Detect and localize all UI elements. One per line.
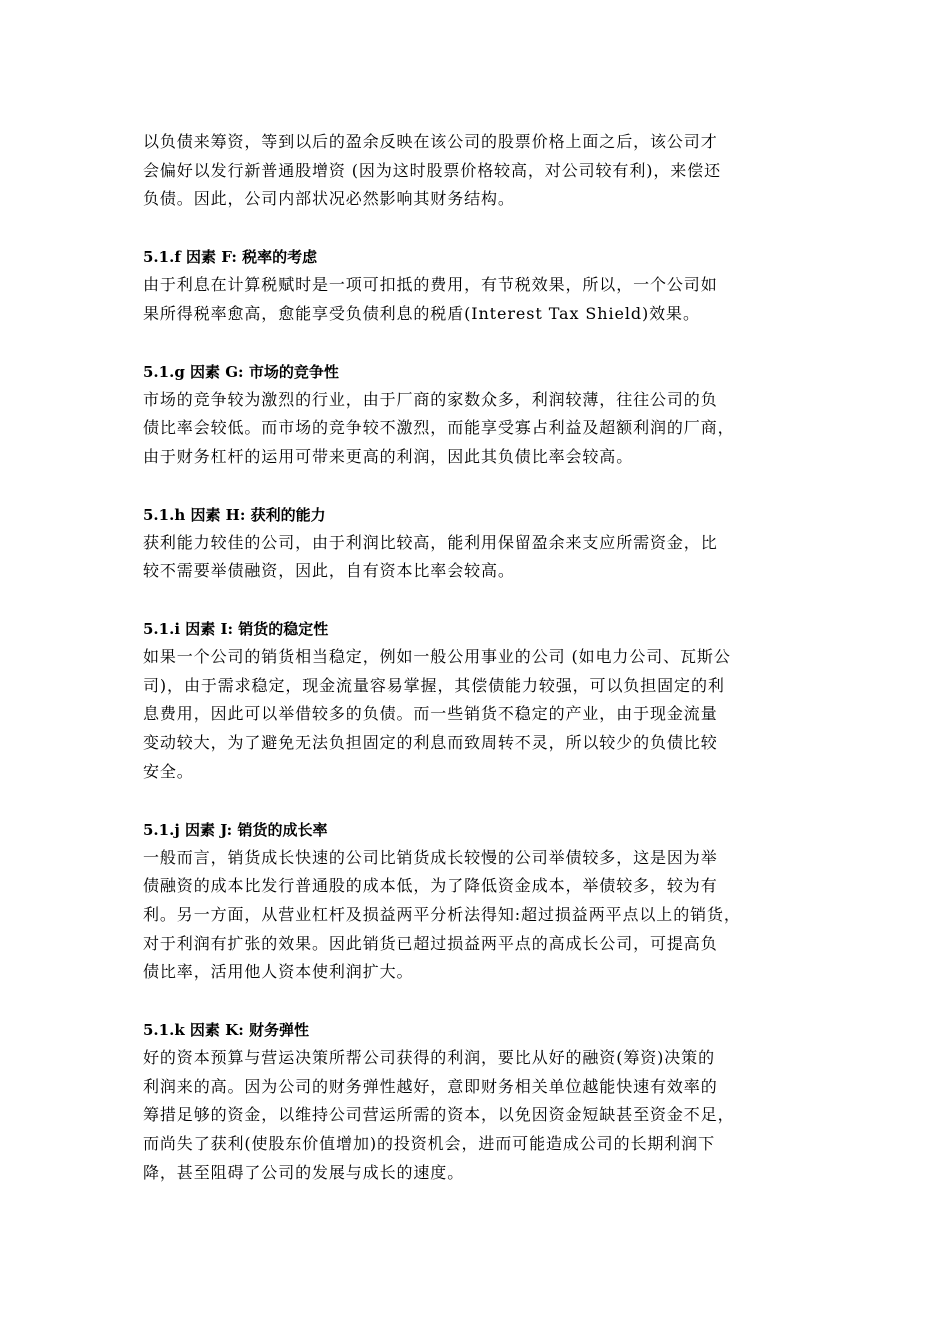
section-heading: 5.1.h 因素 H: 获利的能力	[143, 505, 326, 524]
text-line: 果所得税率愈高，愈能享受负债利息的税盾(Interest Tax Shield)效果。	[143, 303, 700, 323]
section-h	[143, 501, 815, 586]
text-line: 由于财务杠杆的运用可带来更高的利润，因此其负债比率会较高。	[143, 446, 634, 466]
text-line: 债比率会较低。而市场的竞争较不激烈，而能享受寡占利益及超额利润的厂商，	[143, 418, 735, 438]
text-line: 一般而言，销货成长快速的公司比销货成长较慢的公司举债较多，这是因为举	[143, 847, 718, 867]
text-line: 以负债来筹资，等到以后的盈余反映在该公司的股票价格上面之后，该公司才	[143, 132, 718, 151]
section-paragraph	[143, 1044, 815, 1188]
text-line: 变动较大，为了避免无法负担固定的利息而致周转不灵，所以较少的负债比较	[143, 733, 718, 753]
text-line: 利。另一方面，从营业杠杆及损益两平分析法得知:超过损益两平点以上的销货，	[143, 904, 741, 924]
intro-paragraph	[143, 128, 815, 214]
text-line: 安全。	[143, 761, 194, 781]
text-line: 对于利润有扩张的效果。因此销货已超过损益两平点的高成长公司，可提高负	[143, 933, 718, 953]
section-paragraph	[143, 643, 815, 787]
text-line: 较不需要举债融资，因此，自有资本比率会较高。	[143, 561, 515, 581]
text-line: 息费用，因此可以举借较多的负债。而一些销货不稳定的产业，由于现金流量	[143, 704, 718, 724]
text-line: 会偏好以发行新普通股增资 (因为这时股票价格较高，对公司较有利)，来偿还	[143, 160, 721, 180]
section-heading: 5.1.g 因素 G: 市场的竞争性	[143, 362, 339, 381]
section-paragraph	[143, 844, 815, 988]
section-heading: 5.1.k 因素 K: 财务弹性	[143, 1021, 309, 1040]
text-line: 好的资本预算与营运决策所帮公司获得的利润，要比从好的融资(筹资)决策的	[143, 1048, 715, 1068]
section-heading: 5.1.f 因素 F: 税率的考虑	[143, 248, 318, 267]
text-line: 债融资的成本比发行普通股的成本低，为了降低资金成本，举债较多，较为有	[143, 876, 718, 896]
document-page	[143, 128, 815, 1188]
text-line: 降，甚至阻碍了公司的发展与成长的速度。	[143, 1162, 465, 1182]
section-heading: 5.1.j 因素 J: 销货的成长率	[143, 820, 328, 839]
section-paragraph	[143, 271, 815, 328]
text-line: 负债。因此，公司内部状况必然影响其财务结构。	[143, 189, 515, 209]
text-line: 获利能力较佳的公司，由于利润比较高，能利用保留盈余来支应所需资金，比	[143, 532, 718, 552]
text-line: 市场的竞争较为激烈的行业，由于厂商的家数众多，利润较薄，往往公司的负	[143, 389, 718, 409]
section-g	[143, 358, 815, 472]
section-f	[143, 243, 815, 328]
section-i	[143, 615, 815, 787]
text-line: 司)，由于需求稳定，现金流量容易掌握，其偿债能力较强，可以负担固定的利	[143, 675, 725, 695]
text-line: 筹措足够的资金，以维持公司营运所需的资本，以免因资金短缺甚至资金不足，	[143, 1105, 735, 1125]
text-line: 如果一个公司的销货相当稳定，例如一般公用事业的公司 (如电力公司、瓦斯公	[143, 647, 731, 667]
text-line: 利润来的高。因为公司的财务弹性越好，意即财务相关单位越能快速有效率的	[143, 1076, 718, 1096]
section-j	[143, 816, 815, 988]
text-line: 而尚失了获利(使股东价值增加)的投资机会，进而可能造成公司的长期利润下	[143, 1134, 715, 1154]
section-paragraph	[143, 529, 815, 586]
text-line: 债比率，活用他人资本使利润扩大。	[143, 962, 414, 982]
section-k	[143, 1016, 815, 1188]
section-heading: 5.1.i 因素 I: 销货的稳定性	[143, 620, 329, 639]
text-line: 由于利息在计算税赋时是一项可扣抵的费用，有节税效果，所以，一个公司如	[143, 275, 718, 295]
section-paragraph	[143, 386, 815, 472]
